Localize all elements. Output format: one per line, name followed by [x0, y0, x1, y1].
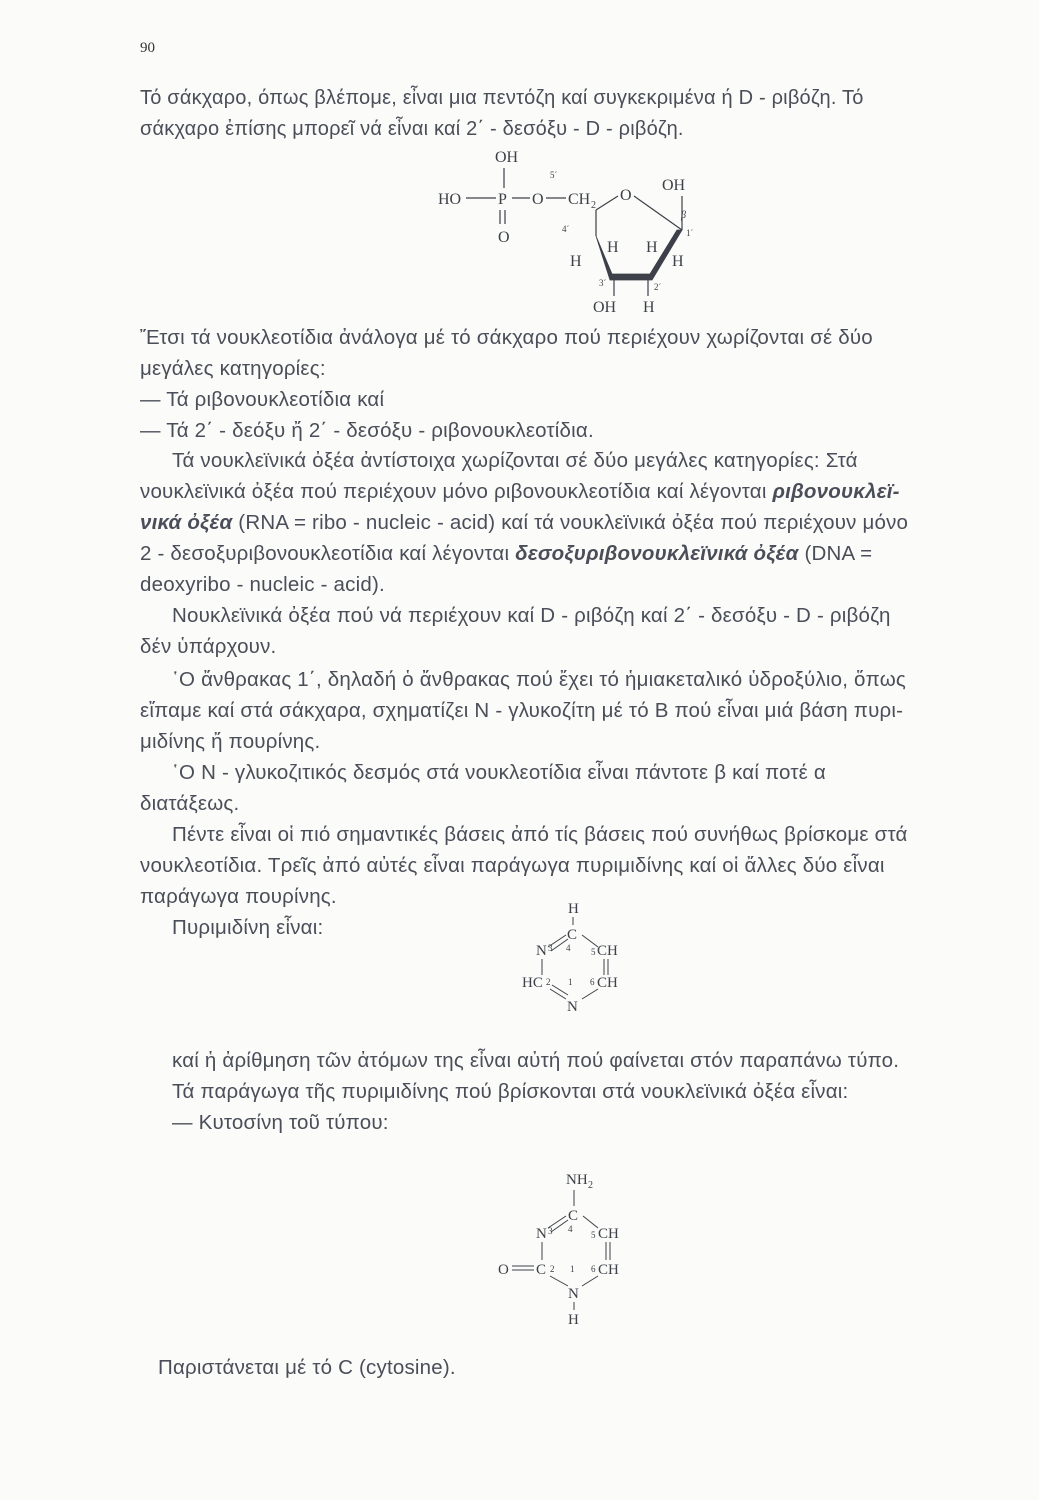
para9-line-3: — Κυτοσίνη τοῦ τύπου: — [172, 1111, 389, 1134]
dna-term: δεσοξυριβονουκλεϊνικά ὀξέα — [515, 542, 799, 565]
h-inner-left: H — [607, 239, 619, 256]
pyr-n3: N — [536, 943, 547, 959]
pyr-n1-c6-bond — [582, 989, 598, 999]
pyr-pos5: 5 — [591, 947, 596, 957]
pyr-ch6: CH — [597, 975, 618, 991]
para8-line-1: Πυριμιδίνη εἶναι: — [172, 916, 324, 939]
pyrimidine-structure — [500, 895, 660, 1025]
p-label: P — [498, 191, 507, 208]
ch2-subscript: 2 — [591, 200, 596, 211]
pyr-c2-n1-bond-a — [550, 989, 566, 999]
pyr-n1: N — [567, 999, 578, 1015]
pyr-pos1: 1 — [568, 977, 573, 987]
para3-line-2-text: νουκλεϊνικά ὀξέα πού περιέχουν μόνο ριβονουκλεοτίδια καί λέγονται — [140, 480, 767, 503]
para10-line-1: Παριστάνεται μέ τό C (cytosine). — [158, 1356, 456, 1379]
para7-line-2: νουκλεοτίδια. Τρεῖς ἀπό αὐτές εἶναι παράγωγα πυριμιδίνης καί οἱ ἄλλες δύο εἶναι — [140, 854, 885, 877]
ribose-phosphate-structure — [400, 140, 720, 320]
pyr-pos4: 4 — [566, 943, 571, 953]
o-bottom-label: O — [498, 229, 510, 246]
oh-top-label: OH — [495, 149, 519, 166]
para6-line-2: διατάξεως. — [140, 792, 240, 815]
intro-line-1: Τό σάκχαρο, όπως βλέπομε, εἶναι μια πεντόζη καί συγκεκριμένα ή D - ριβόζη. Τό — [140, 87, 864, 109]
cyt-pos3: 3 — [548, 1226, 553, 1236]
pyr-pos6: 6 — [590, 977, 595, 987]
pos3-label: 3΄ — [599, 278, 607, 288]
cyt-c2-n1-bond — [550, 1276, 568, 1286]
pos1-label: 1΄ — [686, 228, 694, 238]
para3-line-4 — [140, 538, 1000, 569]
o-link-label: O — [532, 191, 544, 208]
cyt-pos2: 2 — [550, 1264, 555, 1274]
cyt-c4: C — [568, 1208, 579, 1224]
pyr-c4-c5-bond — [582, 935, 598, 947]
ho-label: HO — [438, 191, 462, 208]
o-ring-label: O — [620, 187, 632, 204]
pos5-label: 5΄ — [550, 170, 558, 180]
h-bottom-label: H — [643, 299, 655, 316]
pyr-ch5: CH — [597, 943, 618, 959]
para3-line-1: Τά νουκλεϊνικά ὀξέα ἀντίστοιχα χωρίζονται σέ δύο μεγάλες κατηγορίες: Στά — [172, 449, 858, 472]
para4-line-1: Νουκλεϊνικά ὀξέα πού νά περιέχουν καί D - ριβόζη καί 2΄ - δεσόξυ - D - ριβόζη — [172, 604, 891, 627]
para7-line-3: παράγωγα πουρίνης. — [140, 885, 337, 908]
category-item-2: — Τά 2΄ - δεόξυ ἤ 2΄ - δεσόξυ - ριβονουκλεοτίδια. — [140, 419, 594, 442]
para3-line-5: deoxyribo - nucleic - acid). — [140, 573, 385, 596]
cyt-nh2: NH — [566, 1172, 588, 1188]
cyt-o: O — [498, 1262, 509, 1278]
pyr-c2-n1-bond-b — [552, 985, 568, 995]
rna-term-part-1: ριβονουκλεϊ- — [772, 480, 900, 503]
h-outer-right: H — [672, 253, 684, 270]
pyr-h-top: H — [568, 901, 579, 917]
para4-line-2: δέν ὑπάρχουν. — [140, 635, 277, 658]
category-item-1: — Τά ριβονουκλεοτίδια καί — [140, 388, 385, 411]
pyr-pos3: 3 — [548, 943, 553, 953]
para5-line-3: μιδίνης ἤ πουρίνης. — [140, 730, 321, 753]
cyt-c4-c5-bond — [583, 1216, 598, 1228]
para3-line-3 — [140, 507, 1000, 538]
cyt-pos1: 1 — [570, 1264, 575, 1274]
rna-term-part-2: νικά ὀξέα — [140, 511, 233, 534]
oh-right-label: OH — [662, 177, 686, 194]
cyt-ch6: CH — [598, 1262, 619, 1278]
para9-line-1: καί ἡ ἀρίθμηση τῶν ἀτόμων της εἶναι αὐτή πού φαίνεται στόν παραπάνω τύπο. — [172, 1049, 900, 1072]
oh-bottom-label: OH — [593, 299, 617, 316]
ch2-label: CH — [568, 191, 591, 208]
h-inner-right: H — [646, 239, 658, 256]
cyt-pos6: 6 — [591, 1264, 596, 1274]
cyt-pos5: 5 — [591, 1230, 596, 1240]
cyt-n1: N — [568, 1286, 579, 1302]
cyt-ch5: CH — [598, 1226, 619, 1242]
pos2-label: 2΄ — [654, 282, 662, 292]
intro-line-2: σάκχαρο ἐπίσης μπορεῖ νά εἶναι καί 2΄ - δεσόξυ - D - ριβόζη. — [140, 118, 684, 140]
cyt-pos4: 4 — [568, 1224, 573, 1234]
ring-c4-o-bond — [596, 196, 618, 210]
ring-o-c1-bond — [634, 196, 682, 230]
para6-line-1: ῾Ο Ν - γλυκοζιτικός δεσμός στά νουκλεοτίδια εἶναι πάντοτε β καί ποτέ α — [172, 761, 826, 784]
para3-line-2 — [140, 476, 1000, 507]
cyt-n3: N — [536, 1226, 547, 1242]
para5-line-1: ῾Ο ἄνθρακας 1΄, δηλαδή ὁ ἄνθρακας πού ἔχει τό ἡμιακεταλικό ὑδροξύλιο, ὅπως — [172, 668, 907, 691]
pyr-hc2: HC — [522, 975, 543, 991]
para9-line-2: Τά παράγωγα τῆς πυριμιδίνης πού βρίσκονται στά νουκλεϊνικά ὀξέα εἶναι: — [172, 1080, 849, 1103]
h-outer-left: H — [570, 253, 582, 270]
para7-line-1: Πέντε εἶναι οἱ πιό σημαντικές βάσεις ἀπό τίς βάσεις πού συνήθως βρίσκομε στά — [172, 823, 908, 846]
pos4-label: 4΄ — [562, 224, 570, 234]
cyt-n3-c4-bond-b — [551, 1220, 568, 1232]
page-number: 90 — [140, 40, 155, 56]
para3-line-3-text: (RNA = ribo - nucleic - acid) καί τά νουκλεϊνικά ὀξέα πού περιέχουν μόνο — [238, 511, 909, 534]
para3-line-4-end: (DNA = — [804, 542, 873, 565]
para5-line-2: εἴπαμε καί στά σάκχαρα, σχηματίζει Ν - γλυκοζίτη μέ τό Β πού εἶναι μιά βάση πυρι- — [140, 699, 904, 722]
pyr-pos2: 2 — [546, 977, 551, 987]
cyt-n1-c6-bond — [582, 1276, 598, 1286]
cyt-h-n1: H — [568, 1312, 579, 1328]
para2-line-1: Ἔτσι τά νουκλεοτίδια ἀνάλογα μέ τό σάκχαρο πού περιέχουν χωρίζονται σέ δύο — [140, 326, 873, 349]
cyt-nh2-subscript: 2 — [588, 1180, 593, 1191]
para2-line-2: μεγάλες κατηγορίες: — [140, 357, 326, 380]
para3-line-4-text: 2 - δεσοξυριβονουκλεοτίδια καί λέγονται — [140, 542, 510, 565]
cyt-c2: C — [536, 1262, 547, 1278]
beta-label: β — [681, 210, 686, 221]
cytosine-structure — [490, 1162, 670, 1332]
pyr-c4: C — [567, 927, 578, 943]
